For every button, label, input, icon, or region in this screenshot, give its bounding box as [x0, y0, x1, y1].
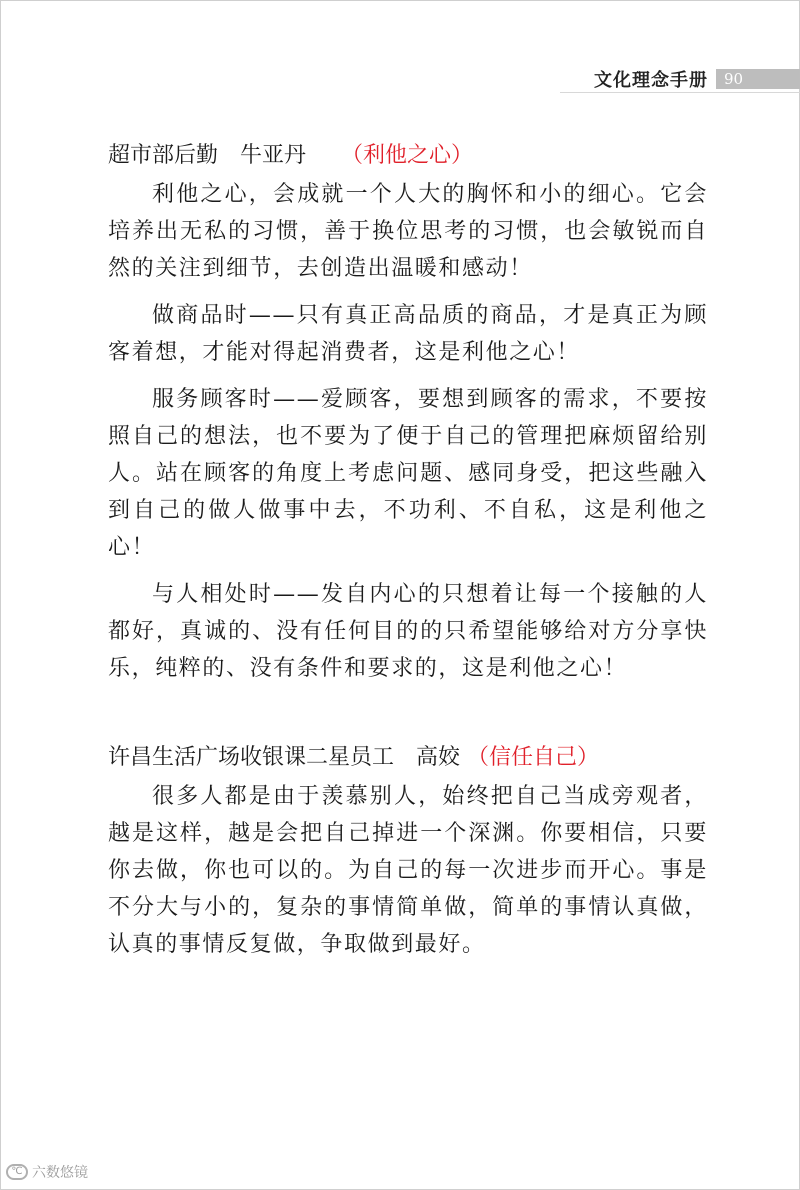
- paragraph: 做商品时——只有真正高品质的商品，才是真正为顾客着想，才能对得起消费者，这是利他之心！: [108, 303, 708, 365]
- page-number: 90: [716, 69, 800, 89]
- paragraph: 利他之心，会成就一个人大的胸怀和小的细心。它会培养出无私的习惯，善于换位思考的习惯，也会敏锐而自然的关注到细节，去创造出温暖和感动！: [108, 182, 708, 281]
- section-heading: [108, 742, 708, 774]
- paragraph: 与人相处时——发自内心的只想着让每一个接触的人都好，真诚的、没有任何目的的只希望能够给对方分享快乐，纯粹的、没有条件和要求的，这是利他之心！: [108, 582, 708, 681]
- paragraph: 服务顾客时——爱顾客，要想到顾客的需求，不要按照自己的想法，也不要为了便于自己的管理把麻烦留给别人。站在顾客的角度上考虑问题、感同身受，把这些融入到自己的做人做事中去，不功利、不自私，这是利他之心！: [108, 387, 708, 560]
- section-theme: （信任自己）: [467, 745, 600, 770]
- section-heading: [108, 140, 708, 172]
- section-author: 许昌生活广场收银课二星员工 高姣: [108, 745, 461, 770]
- watermark: [6, 1162, 88, 1182]
- section-altruism: [108, 140, 708, 697]
- watermark-logo-icon: ℃: [6, 1164, 28, 1180]
- handbook-title: 文化理念手册: [594, 70, 708, 91]
- section-author: 超市部后勤 牛亚丹: [108, 143, 307, 168]
- section-self-trust: [108, 742, 708, 973]
- section-theme: （利他之心）: [341, 143, 474, 168]
- paragraph: 很多人都是由于羡慕别人，始终把自己当成旁观者，越是这样，越是会把自己掉进一个深渊。你要相信，只要你去做，你也可以的。为自己的每一次进步而开心。事是不分大与小的，复杂的事情简单做，简单的事情认真做，认真的事情反复做，争取做到最好。: [108, 784, 708, 957]
- page-header: [594, 66, 800, 92]
- header-divider: [560, 92, 800, 93]
- watermark-text: 六数悠镜: [32, 1165, 88, 1181]
